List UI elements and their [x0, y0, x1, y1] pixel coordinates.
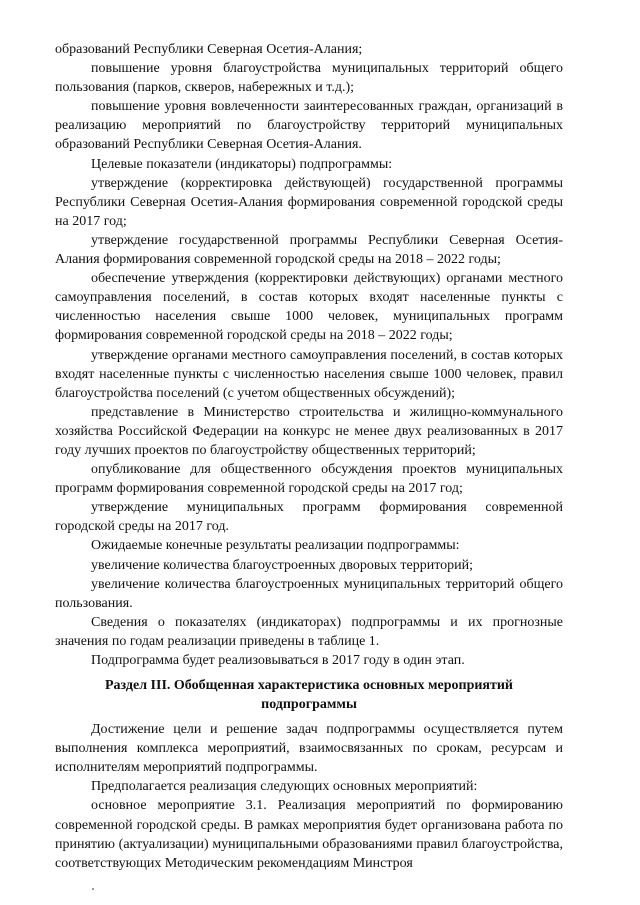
paragraph: утверждение муниципальных программ формирования современной городской среды на 2017 год.: [55, 500, 563, 535]
paragraph: утверждение государственной программы Республики Северная Осетия-Алания формирования современной городской среды на 2018 – 2022 годы;: [55, 232, 563, 268]
paragraph: Ожидаемые конечные результаты реализации подпрограммы:: [91, 538, 460, 554]
paragraph: повышение уровня вовлеченности заинтересованных граждан, организаций в реализацию мероприятий по благоустройству территорий муниципальных образований Республики Северная Осетия-Алания.: [55, 99, 563, 153]
paragraph: основное мероприятие 3.1. Реализация мероприятий по формированию современной городской среды. В рамках мероприятия будет организована работа по принятию (актуализации) муниципальными образованиями правил благоустройства, соответствующих Методическим рекомендациям Минстроя: [55, 798, 563, 871]
paragraph: увеличение количества благоустроенных дворовых территорий;: [91, 557, 474, 573]
scan-speck: [92, 888, 94, 890]
paragraph: утверждение (корректировка действующей) государственной программы Республики Северная Осетия-Алания формирования современной городской среды на 2017 год;: [55, 175, 563, 229]
paragraph: образований Республики Северная Осетия-Алания;: [55, 42, 363, 57]
paragraph: Сведения о показателях (индикаторах) подпрограммы и их прогнозные значения по годам реализации приведены в таблице 1.: [55, 614, 563, 649]
paragraph: обеспечение утверждения (корректировки действующих) органами местного самоуправления поселений, в состав которых входят населенные пункты с численностью населения свыше 1000 человек, муниципальных программ формирования современной городской среды на 2018 – 2022 годы;: [55, 271, 563, 344]
document-page: [55, 40, 563, 873]
paragraph: утверждение органами местного самоуправления поселений, в состав которых входят населенные пункты с численностью населения свыше 1000 человек, правил благоустройства поселений (с учетом общественных обсуждений);: [55, 347, 563, 401]
paragraph: Подпрограмма будет реализовываться в 2017 году в один этап.: [91, 653, 465, 668]
paragraph: Целевые показатели (индикаторы) подпрограммы:: [91, 156, 393, 172]
paragraph: увеличение количества благоустроенных муниципальных территорий общего пользования.: [55, 576, 563, 611]
paragraph: Предполагается реализация следующих основных мероприятий:: [91, 779, 478, 795]
paragraph: Достижение цели и решение задач подпрограммы осуществляется путем выполнения комплекса мероприятий, взаимосвязанных по срокам, ресурсам и исполнителям мероприятий подпрограммы.: [55, 722, 563, 776]
paragraph: представление в Министерство строительства и жилищно-коммунального хозяйства Российской Федерации на конкурс не менее двух реализованных в 2017 году лучших проектов по благоустройству общественных территорий;: [55, 404, 563, 458]
section-heading: Раздел III. Обобщенная характеристика основных мероприятий подпрограммы: [104, 678, 514, 713]
paragraph: опубликование для общественного обсуждения проектов муниципальных программ формирования современной городской среды на 2017 год;: [55, 462, 563, 497]
paragraph: повышение уровня благоустройства муниципальных территорий общего пользования (парков, скверов, набережных и т.д.);: [55, 61, 563, 96]
